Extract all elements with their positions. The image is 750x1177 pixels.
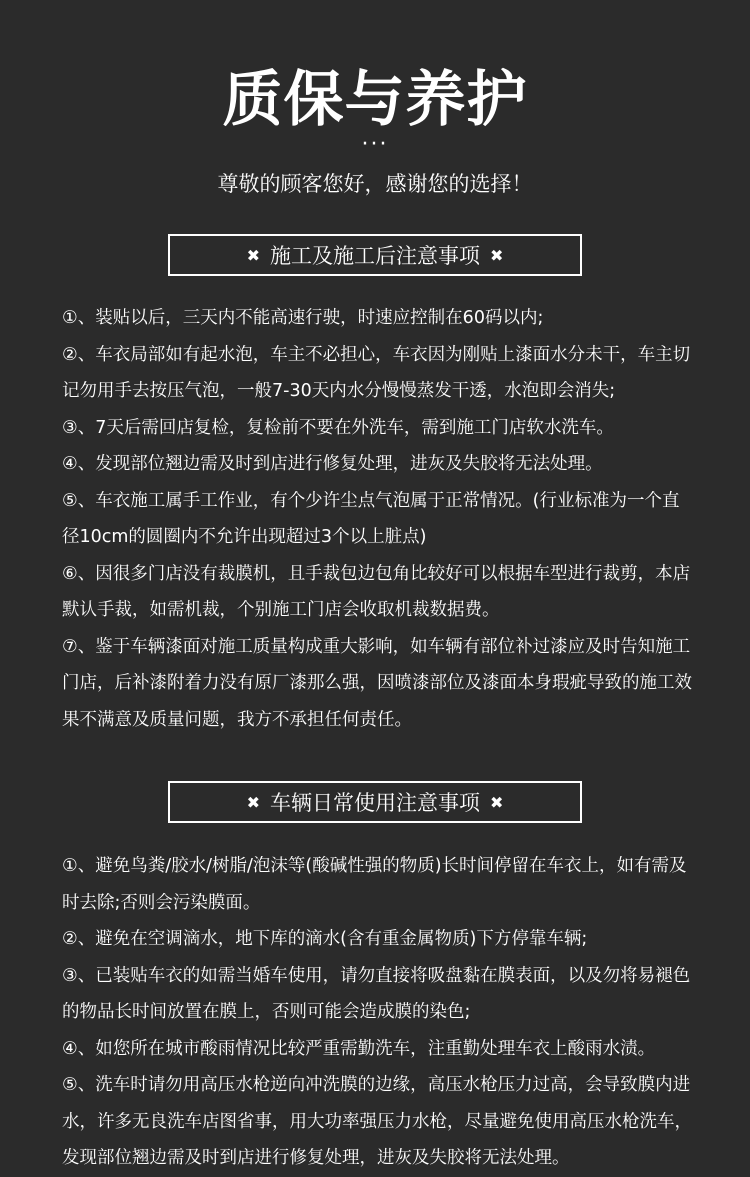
construction-notes-list (62, 300, 692, 738)
x-mark-icon: ✖ (490, 245, 504, 265)
section-header-label: 车辆日常使用注意事项 (270, 791, 480, 815)
list-item: ⑤、洗车时请勿用高压水枪逆向冲洗膜的边缘，高压水枪压力过高，会导致膜内进水，许多无良洗车店图省事，用大功率强压力水枪，尽量避免使用高压水枪洗车，发现部位翘边需及时到店进行修复处理，进灰及失胶将无法处理。 (62, 1075, 692, 1168)
list-item: ⑤、车衣施工属手工作业，有个少许尘点气泡属于正常情况。(行业标准为一个直径10cm的圆圈内不允许出现超过3个以上脏点) (62, 490, 680, 547)
section-header-daily-use (168, 781, 582, 823)
daily-use-notes-list (62, 848, 692, 1177)
list-item: ①、避免鸟粪/胶水/树脂/泡沫等(酸碱性强的物质)长时间停留在车衣上，如有需及时去除;否则会污染膜面。 (62, 856, 687, 913)
x-mark-icon: ✖ (490, 792, 504, 812)
list-item: ②、车衣局部如有起水泡，车主不必担心，车衣因为刚贴上漆面水分未干，车主切记勿用手去按压气泡，一般7-30天内水分慢慢蒸发干透，水泡即会消失; (62, 344, 691, 401)
list-item: ⑥、因很多门店没有裁膜机，且手裁包边包角比较好可以根据车型进行裁剪，本店默认手裁，如需机裁，个别施工门店会收取机裁数据费。 (62, 563, 691, 620)
list-item: ⑦、鉴于车辆漆面对施工质量构成重大影响，如车辆有部位补过漆应及时告知施工门店，后补漆附着力没有原厂漆那么强，因喷漆部位及漆面本身瑕疵导致的施工效果不满意及质量问题，我方不承担任何责任。 (62, 636, 692, 730)
subtitle: 尊敬的顾客您好，感谢您的选择！ (217, 172, 533, 196)
title-dots: ··· (361, 132, 389, 157)
x-mark-icon: ✖ (246, 245, 260, 265)
list-item: ③、已装贴车衣的如需当婚车使用，请勿直接将吸盘黏在膜表面，以及勿将易褪色的物品长时间放置在膜上，否则可能会造成膜的染色; (62, 965, 691, 1022)
list-item: ④、如您所在城市酸雨情况比较严重需勤洗车，注重勤处理车衣上酸雨水渍。 (62, 1038, 656, 1059)
x-mark-icon: ✖ (246, 792, 260, 812)
section-header-label: 施工及施工后注意事项 (270, 244, 480, 268)
section-header-construction (168, 234, 582, 276)
list-item: ④、发现部位翘边需及时到店进行修复处理，进灰及失胶将无法处理。 (62, 454, 603, 474)
list-item: ③、7天后需回店复检，复检前不要在外洗车，需到施工门店软水洗车。 (62, 417, 614, 438)
list-item: ①、装贴以后，三天内不能高速行驶，时速应控制在60码以内; (62, 308, 544, 328)
list-item: ②、避免在空调滴水，地下库的滴水(含有重金属物质)下方停靠车辆; (62, 929, 588, 949)
page-title: 质保与养护 (222, 65, 528, 135)
